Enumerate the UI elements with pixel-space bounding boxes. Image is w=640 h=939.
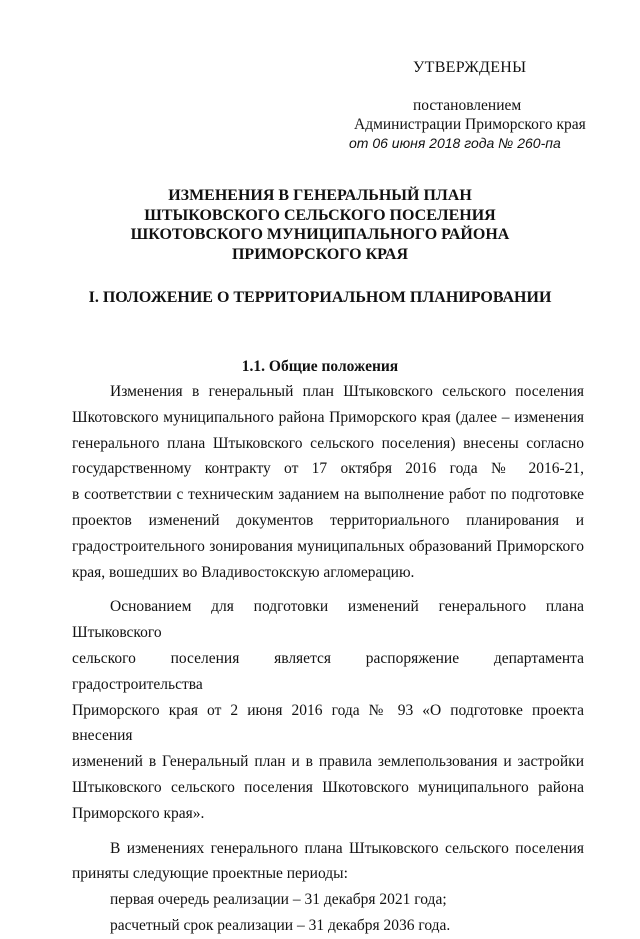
- title-line: ШТЫКОВСКОГО СЕЛЬСКОГО ПОСЕЛЕНИЯ: [144, 206, 496, 224]
- text-line: проектов изменений документов территориального планирования и: [72, 511, 584, 529]
- text-line: В изменениях генерального плана Штыковского сельского поселения: [110, 839, 584, 857]
- text-line: Штыковского сельского поселения Шкотовского муниципального района: [72, 778, 584, 796]
- paragraph-3: [72, 836, 584, 888]
- text-line: государственному контракту от 17 октября 2016 года № 2016-21,: [72, 460, 584, 478]
- text-line: Приморского края».: [72, 804, 205, 822]
- text-line: приняты следующие проектные периоды:: [72, 865, 348, 883]
- paragraph-1: [72, 379, 584, 585]
- period-1: [72, 887, 584, 913]
- title-line: ПРИМОРСКОГО КРАЯ: [231, 245, 409, 263]
- text-line: первая очередь реализации – 31 декабря 2021 года;: [110, 891, 447, 909]
- text-line: Шкотовского муниципального района Приморского края (далее – изменения: [72, 408, 584, 426]
- text-line: изменений в Генеральный план и в правила землепользования и застройки: [72, 753, 584, 771]
- approval-date-number: от 06 июня 2018 года № 260-па: [349, 135, 561, 151]
- text-line: Основанием для подготовки изменений генерального плана Штыковского: [72, 598, 584, 642]
- approval-line-2: Администрации Приморского края: [354, 116, 586, 133]
- paragraph-2: [72, 594, 584, 826]
- document-title: [70, 186, 570, 264]
- title-line: ШКОТОВСКОГО МУНИЦИПАЛЬНОГО РАЙОНА: [130, 226, 510, 243]
- text-line: в соответствии с техническим заданием на выполнение работ по подготовке: [72, 486, 584, 504]
- approval-heading: УТВЕРЖДЕНЫ: [413, 59, 527, 76]
- text-line: генерального плана Штыковского сельского поселения) внесены согласно: [72, 434, 584, 452]
- text-line: Приморского края от 2 июня 2016 года № 93 «О подготовке проекта внесения: [72, 701, 584, 745]
- section-title: I. ПОЛОЖЕНИЕ О ТЕРРИТОРИАЛЬНОМ ПЛАНИРОВАНИИ: [88, 289, 552, 306]
- subsection-title: 1.1. Общие положения: [241, 358, 399, 375]
- approval-line-1: постановлением: [413, 97, 522, 114]
- text-line: градостроительного зонирования муниципальных образований Приморского: [72, 537, 584, 555]
- period-2: [72, 913, 584, 939]
- text-line: края, вошедших во Владивостокскую агломерацию.: [72, 563, 415, 581]
- text-line: Изменения в генеральный план Штыковского сельского поселения: [110, 383, 584, 400]
- body-text: [72, 379, 584, 939]
- title-line: ИЗМЕНЕНИЯ В ГЕНЕРАЛЬНЫЙ ПЛАН: [168, 187, 472, 204]
- text-line: сельского поселения является распоряжение департамента градостроительства: [72, 649, 584, 693]
- text-line: расчетный срок реализации – 31 декабря 2036 года.: [110, 916, 451, 934]
